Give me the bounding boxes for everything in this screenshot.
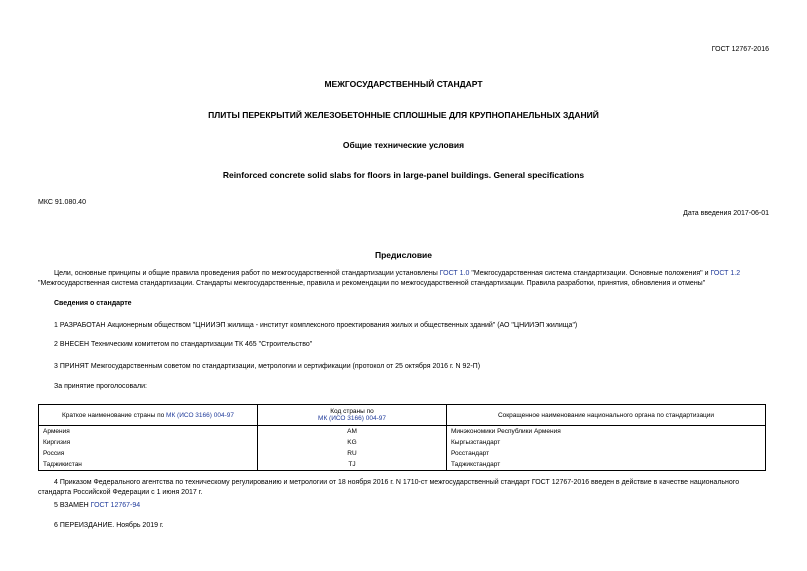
header-country-text: Краткое наименование страны по <box>62 411 167 419</box>
body-cell: Кыргызстандарт <box>447 437 766 448</box>
country-cell: Киргизия <box>39 437 258 448</box>
item-reissue: 6 ПЕРЕИЗДАНИЕ. Ноябрь 2019 г. <box>54 522 164 529</box>
country-cell: Россия <box>39 448 258 459</box>
mk-iso-link[interactable]: МК (ИСО 3166) 004-97 <box>166 411 234 419</box>
voting-countries-table <box>38 404 766 471</box>
country-cell: Таджикистан <box>39 459 258 471</box>
mk-iso-code-link[interactable]: МК (ИСО 3166) 004-97 <box>318 415 386 422</box>
gost-1-2-link[interactable]: ГОСТ 1.2 <box>710 270 741 277</box>
introduction-date: Дата введения 2017-06-01 <box>683 210 769 217</box>
replaces-text: 5 ВЗАМЕН <box>54 502 91 509</box>
foreword-paragraph <box>38 269 768 289</box>
item-order: 4 Приказом Федерального агентства по техническому регулированию и метрологии от 18 ноября 2016 г. N 1710-ст межгосударственный стандарт ГОСТ 12767-2016 введен в действие в качестве национального стандарта Российской Федерации с 1 июня 2017 г. <box>38 479 740 496</box>
body-cell: Росстандарт <box>447 448 766 459</box>
gost-1-0-link[interactable]: ГОСТ 1.0 <box>439 270 470 277</box>
item-adopted: 3 ПРИНЯТ Межгосударственным советом по стандартизации, метрологии и сертификации (протокол от 25 октября 2016 г. N 92-П) <box>54 363 481 370</box>
document-subtitle: Общие технические условия <box>342 140 465 150</box>
body-cell: Таджикстандарт <box>447 459 766 471</box>
table-row <box>39 459 766 471</box>
item-submitted: 2 ВНЕСЕН Техническим комитетом по стандартизации ТК 465 "Строительство" <box>54 341 313 348</box>
code-cell: RU <box>258 448 447 459</box>
english-title: Reinforced concrete solid slabs for floors in large-panel buildings. General specifications <box>222 170 585 180</box>
voted-label: За принятие проголосовали: <box>54 383 147 390</box>
gost-12767-94-link[interactable]: ГОСТ 12767-94 <box>90 502 141 509</box>
table-header-row <box>39 405 766 426</box>
code-cell: TJ <box>258 459 447 471</box>
header-code-text: Код страны по <box>330 408 374 415</box>
item-replaces <box>54 502 140 509</box>
standard-info-heading: Сведения о стандарте <box>54 300 132 307</box>
document-title: ПЛИТЫ ПЕРЕКРЫТИЙ ЖЕЛЕЗОБЕТОННЫЕ СПЛОШНЫЕ ДЛЯ КРУПНОПАНЕЛЬНЫХ ЗДАНИЙ <box>208 110 599 120</box>
item-developed: 1 РАЗРАБОТАН Акционерным обществом "ЦНИИЭП жилища - институт комплексного проектирования жилых и общественных зданий" (АО "ЦНИИЭП жилища") <box>54 322 578 329</box>
table-row <box>39 448 766 459</box>
body-cell: Минэкономики Республики Армения <box>447 426 766 438</box>
header-country <box>39 405 258 426</box>
document-id: ГОСТ 12767-2016 <box>711 46 769 53</box>
table-row <box>39 426 766 438</box>
foreword-text-1: Цели, основные принципы и общие правила проведения работ по межгосударственной стандартизации установлены <box>54 270 440 277</box>
foreword-heading: Предисловие <box>374 250 433 260</box>
standard-type: МЕЖГОСУДАРСТВЕННЫЙ СТАНДАРТ <box>324 79 483 89</box>
country-cell: Армения <box>39 426 258 438</box>
foreword-text-3: "Межгосударственная система стандартизации. Стандарты межгосударственные, правила и рекомендации по межгосударственной стандартизации. Правила разработки, принятия, обновления и отмены" <box>38 280 706 287</box>
mks-code: МКС 91.080.40 <box>38 199 86 206</box>
code-cell: KG <box>258 437 447 448</box>
code-cell: AM <box>258 426 447 438</box>
foreword-text-2: "Межгосударственная система стандартизации. Основные положения" и <box>469 270 711 277</box>
table-row <box>39 437 766 448</box>
header-code <box>258 405 447 426</box>
header-body: Сокращенное наименование национального органа по стандартизации <box>447 405 766 426</box>
